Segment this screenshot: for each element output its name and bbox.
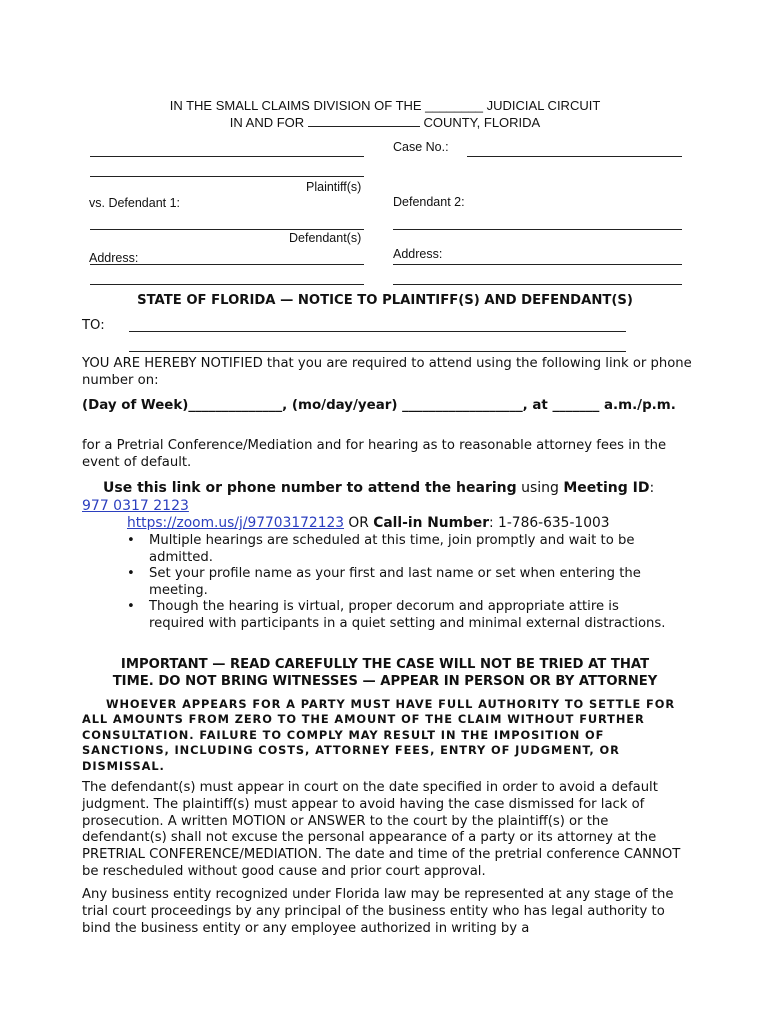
to-line-2[interactable] [129, 351, 626, 352]
address-right-line-1[interactable] [393, 264, 682, 265]
address-left-line-2[interactable] [90, 284, 364, 285]
or-text: OR [344, 515, 374, 531]
important-heading-2: TIME. DO NOT BRING WITNESSES — APPEAR IN PERSON OR BY ATTORNEY [112, 674, 658, 689]
zoom-link[interactable]: https://zoom.us/j/97703172123 [127, 515, 345, 531]
address-right-line-2[interactable] [393, 284, 682, 285]
callin-number: : 1-786-635-1003 [489, 515, 610, 531]
meeting-id-colon: : [649, 480, 655, 496]
bullet-text: Multiple hearings are scheduled at this time, join promptly and wait to be admitted. [149, 533, 635, 565]
important-heading-1: IMPORTANT — READ CAREFULLY THE CASE WILL NOT BE TRIED AT THAT [120, 657, 650, 672]
hearing-lead-text: Use this link or phone number to attend the hearing [103, 480, 517, 496]
to-line-1[interactable] [129, 331, 626, 332]
defendant-2-name-line[interactable] [393, 229, 682, 230]
to-label: TO: [82, 318, 105, 333]
hearing-link-intro [82, 479, 682, 515]
callin-label: Call-in Number [373, 515, 490, 531]
county-florida-label: COUNTY, FLORIDA [423, 115, 541, 130]
court-header-line-1: IN THE SMALL CLAIMS DIVISION OF THE ________ JUDICIAL CIRCUIT [169, 98, 601, 113]
bullet-item-2 [127, 566, 672, 599]
defendant-1-name-line[interactable] [90, 229, 364, 230]
notified-paragraph: YOU ARE HEREBY NOTIFIED that you are required to attend using the following link or phone number on: [82, 356, 692, 388]
bullet-item-3 [127, 599, 672, 632]
address-right-label: Address: [393, 247, 443, 261]
purpose-paragraph: for a Pretrial Conference/Mediation and for hearing as to reasonable attorney fees in the event of default. [82, 438, 667, 470]
bullet-text: Though the hearing is virtual, proper decorum and appropriate attire is required with participants in a quiet setting and minimal external distractions. [149, 599, 666, 631]
meeting-id-label: Meeting ID [563, 480, 650, 496]
in-and-for-label: IN AND FOR [229, 115, 305, 130]
notice-title: STATE OF FLORIDA — NOTICE TO PLAINTIFF(S) AND DEFENDANT(S) [137, 293, 633, 308]
meeting-id-value[interactable]: 977 0317 2123 [82, 498, 189, 514]
appearance-paragraph: The defendant(s) must appear in court on the date specified in order to avoid a default judgment. The plaintiff(s) must appear to avoid having the case dismissed for lack of prosecution. A written MOTION or ANSWER to the court by the plaintiff(s) or the defendant(s) shall not excuse the personal appearance of a party or its attorney at the PRETRIAL CONFERENCE/MEDIATION. The date and time of the pretrial conference CANNOT be rescheduled without good cause and prior court approval. [82, 780, 681, 879]
court-header-line-2 [0, 115, 770, 130]
county-blank[interactable] [308, 126, 420, 127]
plaintiff-name-line-2[interactable] [90, 176, 364, 177]
bullet-text: Set your profile name as your first and last name or set when entering the meeting. [149, 566, 641, 598]
case-no-field[interactable] [467, 156, 682, 157]
case-no-label: Case No.: [393, 140, 449, 154]
defendants-label: Defendant(s) [289, 231, 362, 245]
plaintiff-label: Plaintiff(s) [306, 180, 362, 194]
bullet-item-1 [127, 533, 672, 566]
plaintiff-name-line-1[interactable] [90, 156, 364, 157]
defendant-2-label: Defendant 2: [393, 195, 465, 209]
address-left-label: Address: [89, 251, 139, 265]
authority-warning: WHOEVER APPEARS FOR A PARTY MUST HAVE FULL AUTHORITY TO SETTLE FOR ALL AMOUNTS FROM ZERO TO THE AMOUNT OF THE CLAIM WITHOUT FURTHER CONSULTATION. FAILURE TO COMPLY MAY RESULT IN THE IMPOSITION OF SANCTIONS, INCLUDING COSTS, ATTORNEY FEES, ENTRY OF JUDGMENT, OR DISMISSAL. [82, 697, 675, 773]
bullet-icon: • [127, 566, 135, 581]
address-left-line-1[interactable] [90, 264, 364, 265]
using-text: using [516, 480, 564, 496]
hearing-date-line: (Day of Week)______________, (mo/day/year) __________________, at _______ a.m./p.m. [82, 398, 676, 413]
zoom-callin-line [127, 515, 687, 532]
hearing-instructions-list [127, 533, 672, 632]
bullet-icon: • [127, 533, 135, 548]
business-entity-paragraph: Any business entity recognized under Florida law may be represented at any stage of the trial court proceedings by any principal of the business entity who has legal authority to bind the business entity or any employee authorized in writing by a [82, 887, 674, 936]
vs-defendant-1-label: vs. Defendant 1: [89, 196, 181, 210]
bullet-icon: • [127, 599, 135, 614]
